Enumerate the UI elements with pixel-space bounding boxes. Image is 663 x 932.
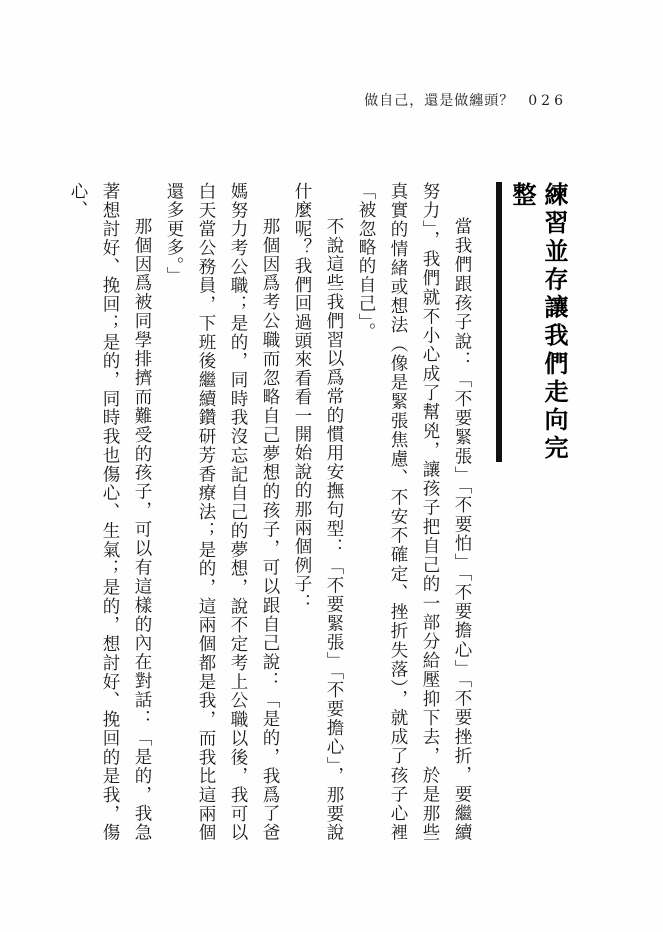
- running-title: 做自己，還是做纏頭？: [364, 93, 515, 109]
- paragraph-2: 不說這些我們習以爲常的慣用安撫句型：「不要緊張」「不要擔心」，那要說什麼呢？我們回過頭來看看一開始說的那兩個例子：: [292, 182, 344, 842]
- paragraph-4: 那個因爲被同學排擠而難受的孩子，可以有這樣的內在對話：「是的，我急著想討好、挽回；是的，同時我也傷心、生氣；是的，想討好、挽回的是我，傷心、: [68, 182, 152, 842]
- section-title: 練習並存讓我們走向完整: [496, 182, 570, 462]
- running-header: [364, 90, 567, 110]
- paragraph-3: 那個因爲考公職而忽略自己夢想的孩子，可以跟自己說：「是的，我爲了爸媽努力考公職；是的，同時我沒忘記自己的夢想，說不定考上公職以後，我可以白天當公務員，下班後繼續鑽研芳香療法；是的，這兩個都是我，而我比這兩個還多更多。」: [164, 182, 280, 842]
- paragraph-1: 當我們跟孩子說：「不要緊張」「不要怕」「不要擔心」「不要挫折，要繼續努力」，我們就不小心成了幫兇，讓孩子把自己的一部分給壓抑下去，於是那些真實的情緒或想法（像是緊張焦慮、不安不確定、挫折失落），就成了孩子心裡「被忽略的自己」。: [356, 182, 472, 842]
- page-number: 026: [528, 93, 567, 109]
- body-text-column: [68, 182, 570, 842]
